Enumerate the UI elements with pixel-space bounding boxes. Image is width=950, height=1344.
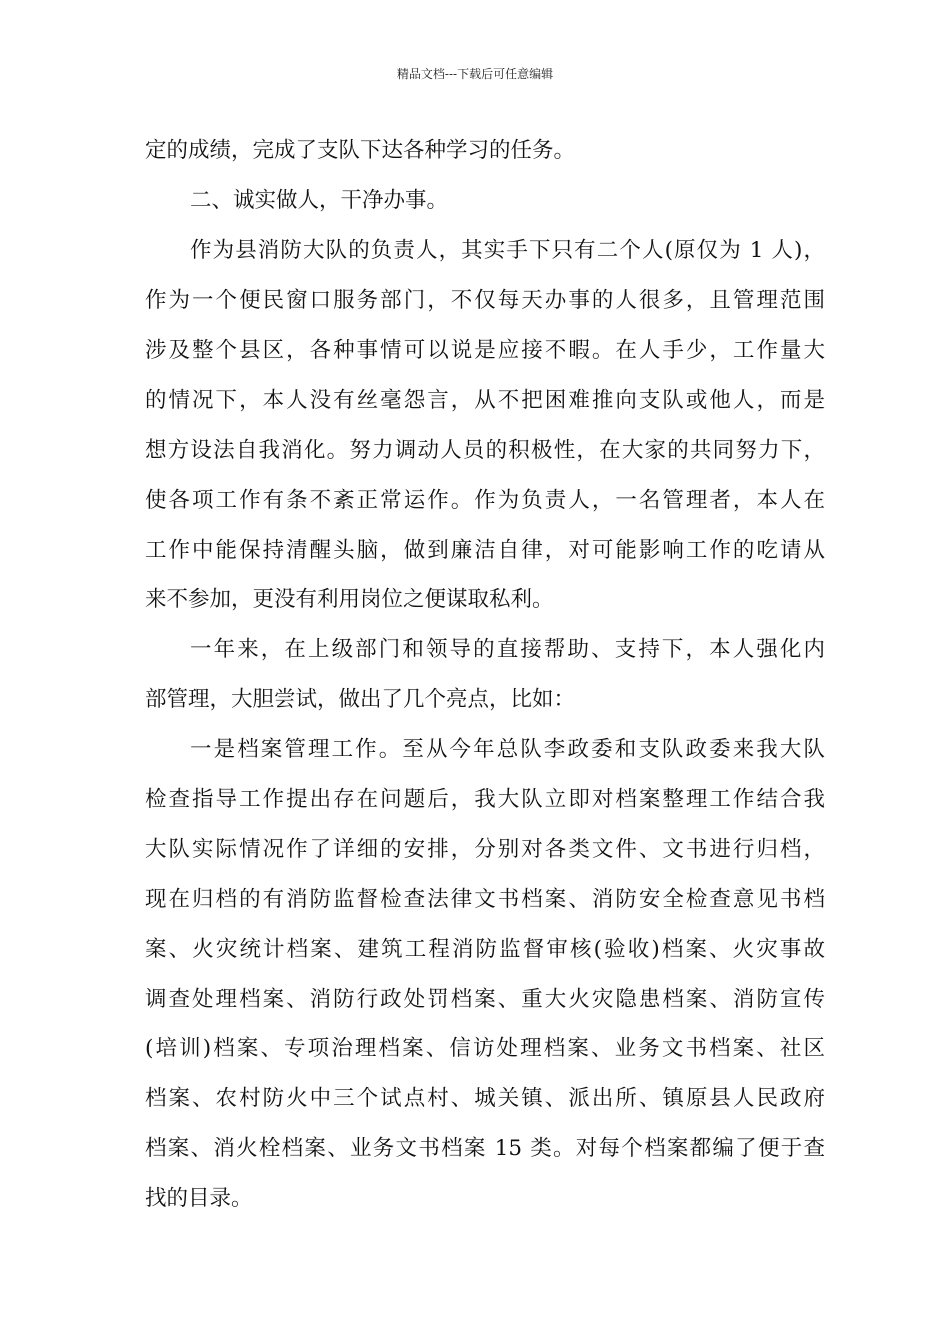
paragraph-line: 定的成绩，完成了支队下达各种学习的任务。 bbox=[145, 138, 576, 163]
paragraph-line: 想方设法自我消化。努力调动人员的积极性，在大家的共同努力下， bbox=[145, 438, 825, 463]
paragraph-line: 作为县消防大队的负责人，其实手下只有二个人(原仅为 1 人)， bbox=[190, 238, 825, 263]
paragraph-line: 涉及整个县区，各种事情可以说是应接不暇。在人手少，工作量大 bbox=[145, 338, 825, 363]
paragraph-line: 一是档案管理工作。至从今年总队李政委和支队政委来我大队 bbox=[190, 737, 825, 762]
section-heading: 二、诚实做人，干净办事。 bbox=[190, 188, 449, 213]
paragraph-line: 大队实际情况作了详细的安排，分别对各类文件、文书进行归档， bbox=[145, 837, 825, 862]
paragraph-line: 使各项工作有条不紊正常运作。作为负责人，一名管理者，本人在 bbox=[145, 488, 825, 513]
paragraph-line: 一年来，在上级部门和领导的直接帮助、支持下，本人强化内 bbox=[190, 637, 825, 662]
paragraph-line: 档案、消火栓档案、业务文书档案 15 类。对每个档案都编了便于查 bbox=[145, 1136, 825, 1161]
paragraph-line: 工作中能保持清醒头脑，做到廉洁自律，对可能影响工作的吃请从 bbox=[145, 538, 825, 563]
paragraph-line: 的情况下，本人没有丝毫怨言，从不把困难推向支队或他人，而是 bbox=[145, 388, 825, 413]
paragraph-line: 档案、农村防火中三个试点村、城关镇、派出所、镇原县人民政府 bbox=[145, 1086, 825, 1111]
paragraph-line: 部管理，大胆尝试，做出了几个亮点，比如： bbox=[145, 687, 576, 712]
paragraph-line: 找的目录。 bbox=[145, 1186, 253, 1211]
page-header: 精品文档---下载后可任意编辑 bbox=[396, 67, 554, 81]
paragraph-line: 现在归档的有消防监督检查法律文书档案、消防安全检查意见书档 bbox=[145, 887, 825, 912]
paragraph-line: 调查处理档案、消防行政处罚档案、重大火灾隐患档案、消防宣传 bbox=[145, 987, 825, 1012]
paragraph-line: 来不参加，更没有利用岗位之便谋取私利。 bbox=[145, 587, 554, 612]
paragraph-line: 作为一个便民窗口服务部门，不仅每天办事的人很多，且管理范围 bbox=[145, 288, 825, 313]
paragraph-line: 检查指导工作提出存在问题后，我大队立即对档案整理工作结合我 bbox=[145, 787, 825, 812]
paragraph-line: 案、火灾统计档案、建筑工程消防监督审核(验收)档案、火灾事故 bbox=[145, 937, 825, 962]
paragraph-line: (培训)档案、专项治理档案、信访处理档案、业务文书档案、社区 bbox=[145, 1036, 825, 1061]
